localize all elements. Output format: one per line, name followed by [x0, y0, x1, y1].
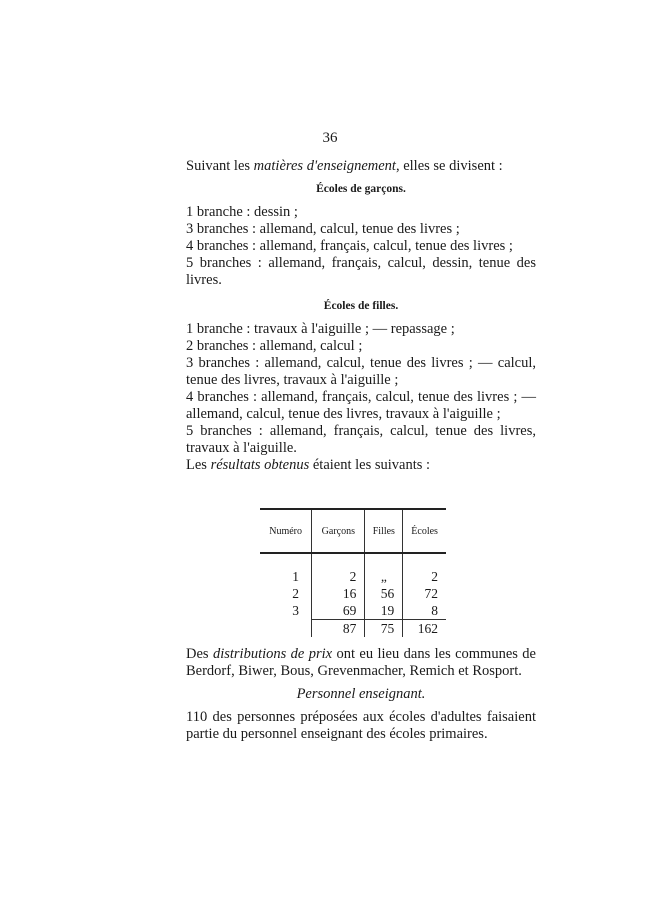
- header-numero: Numéro: [260, 509, 312, 553]
- cell-filles: 56: [365, 585, 403, 602]
- cell-numero: 2: [292, 585, 299, 601]
- lower-text-block: [186, 646, 536, 743]
- results-emphasis: résultats obtenus: [210, 457, 310, 473]
- girls-item: 4 branches : allemand, français, calcul, tenue des livres ; — allemand, calcul, tenue des livres, travaux à l'aiguille ;: [186, 389, 536, 422]
- girls-item: 5 branches : allemand, français, calcul, tenue des livres, travaux à l'aiguille.: [186, 423, 536, 456]
- upper-text-block: [186, 158, 536, 474]
- girls-item: 2 branches : allemand, calcul ;: [186, 338, 363, 354]
- page-number: 36: [322, 130, 338, 146]
- cell-numero: 1: [292, 568, 299, 584]
- results-table-wrap: [260, 508, 446, 637]
- header-filles: Filles: [365, 509, 403, 553]
- prizes-emphasis: distributions de prix: [212, 646, 333, 662]
- cell-filles: „: [365, 568, 403, 585]
- total-ecoles: 162: [403, 620, 446, 638]
- cell-ecoles: 8: [403, 602, 446, 620]
- table-total-row: [260, 620, 446, 638]
- girls-heading: Écoles de filles.: [323, 300, 399, 312]
- table-row: [260, 568, 446, 585]
- total-filles: 75: [365, 620, 403, 638]
- boys-item: 4 branches : allemand, français, calcul, tenue des livres ;: [186, 238, 513, 254]
- cell-garcons: 2: [312, 568, 365, 585]
- cell-filles: 19: [365, 602, 403, 620]
- staff-paragraph: 110 des personnes préposées aux écoles d'adultes faisaient partie du personnel enseignant des écoles primaires.: [186, 709, 536, 742]
- boys-item: 5 branches : allemand, français, calcul, dessin, tenue des livres.: [186, 255, 536, 288]
- boys-item: 3 branches : allemand, calcul, tenue des livres ;: [186, 221, 460, 237]
- results-table: [260, 508, 446, 637]
- cell-garcons: 69: [312, 602, 365, 620]
- girls-item: 1 branche : travaux à l'aiguille ; — repassage ;: [186, 321, 455, 337]
- header-ecoles: Écoles: [403, 509, 446, 553]
- table-row: [260, 602, 446, 620]
- cell-ecoles: 72: [403, 585, 446, 602]
- header-garcons: Garçons: [312, 509, 365, 553]
- boys-item: 1 branche : dessin ;: [186, 204, 298, 220]
- boys-heading: Écoles de garçons.: [316, 183, 406, 195]
- table-row: [260, 585, 446, 602]
- table-spacer-row: [260, 553, 446, 568]
- cell-garcons: 16: [312, 585, 365, 602]
- intro-emphasis: matières d'enseignement: [253, 158, 396, 174]
- total-numero: [260, 620, 312, 638]
- table-header-row: [260, 509, 446, 553]
- cell-numero: 3: [292, 602, 299, 618]
- total-garcons: 87: [312, 620, 365, 638]
- intro-paragraph: Suivant les matières d'enseignement, elles se divisent :: [186, 158, 503, 174]
- girls-item: 3 branches : allemand, calcul, tenue des livres ; — calcul, tenue des livres, travaux à l'aiguille ;: [186, 355, 536, 388]
- prizes-paragraph: Des distributions de prix ont eu lieu dans les communes de Berdorf, Biwer, Bous, Grevenmacher, Remich et Rosport.: [186, 646, 536, 679]
- cell-ecoles: 2: [403, 568, 446, 585]
- staff-heading: Personnel enseignant.: [296, 686, 426, 702]
- results-intro: Les résultats obtenus étaient les suivants :: [186, 457, 431, 473]
